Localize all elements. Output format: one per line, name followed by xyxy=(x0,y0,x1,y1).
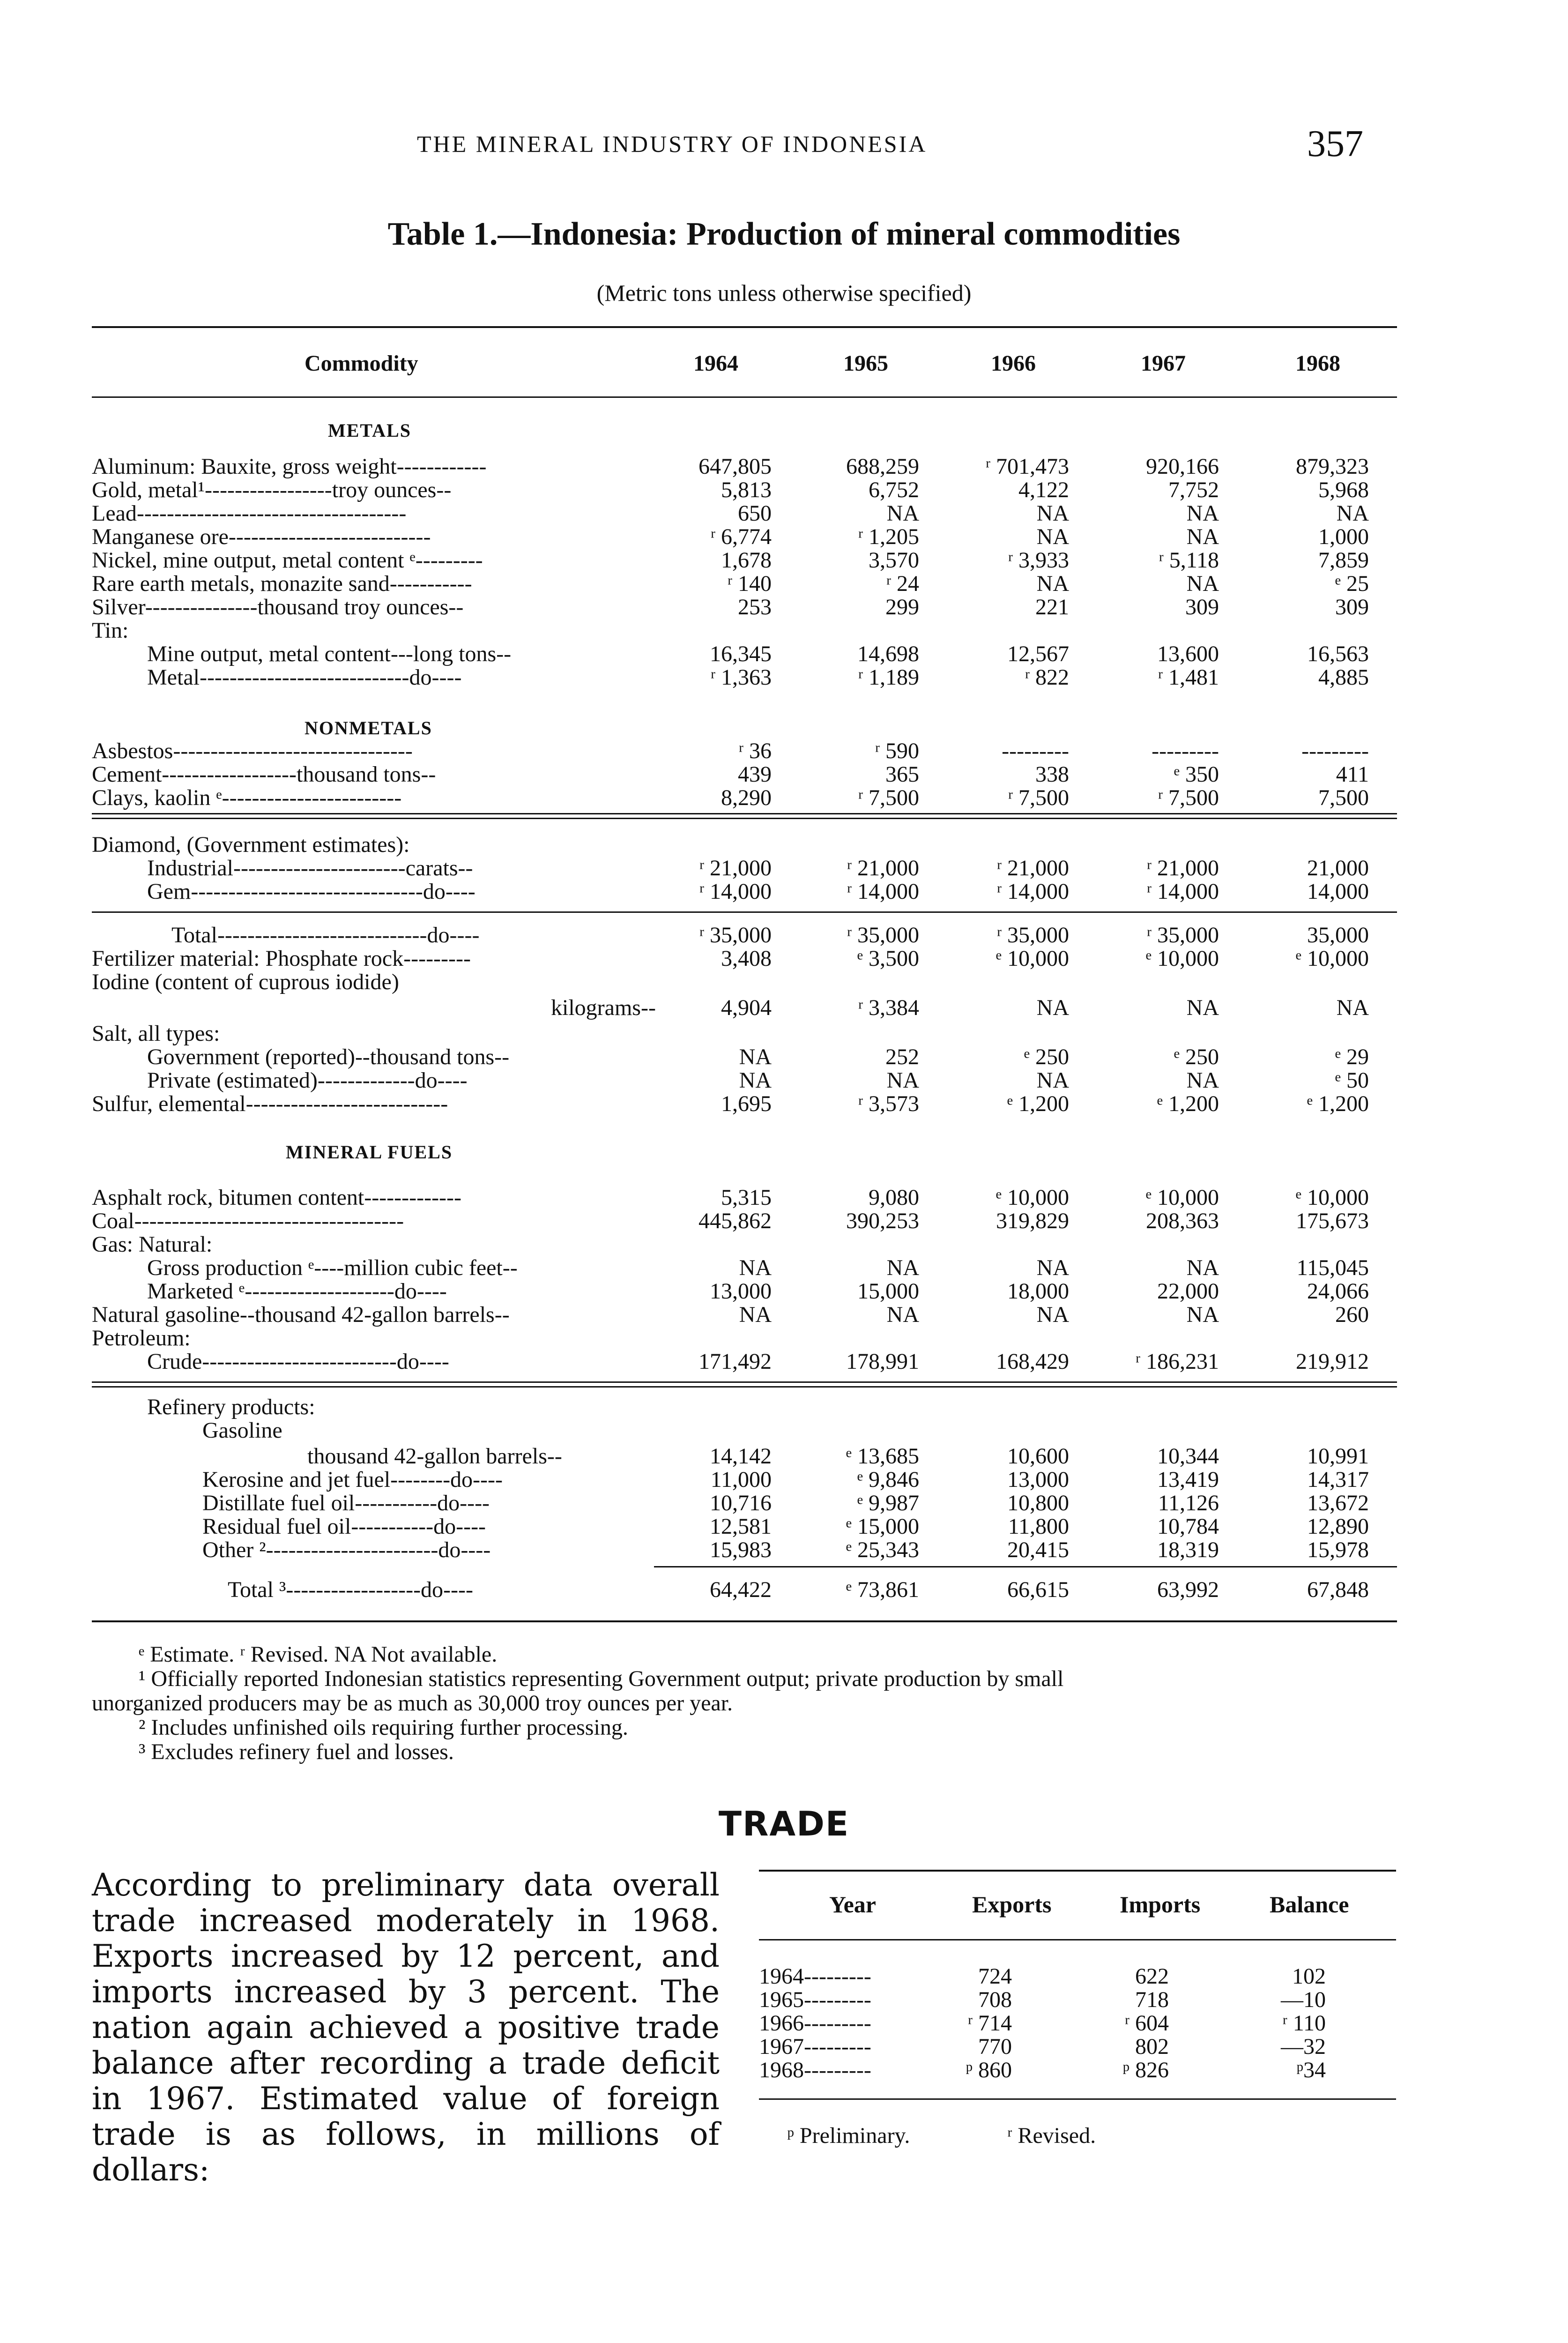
table-header-rule xyxy=(92,396,1397,398)
column-header-commodity: Commodity xyxy=(305,351,418,376)
table-row: Nickel, mine output, metal content ᵉ--------- 1,678 3,570 ʳ 3,933 ʳ 5,118 7,859 xyxy=(92,548,1369,573)
rule xyxy=(92,1386,1397,1388)
footnote-1-continued: unorganized producers may be as much as 30,000 troy ounces per year. xyxy=(92,1691,733,1716)
table-row: Industrial-----------------------carats-- ʳ 21,000 ʳ 21,000 ʳ 21,000 ʳ 21,000 21,000 xyxy=(147,856,1369,880)
table-row: 1966--------- ʳ 714 ʳ 604 ʳ 110 xyxy=(759,2011,1326,2036)
table-row: Aluminum: Bauxite, gross weight------------ 647,805 688,259 ʳ 701,473 920,166 879,323 xyxy=(92,454,1369,479)
table-row: Tin: xyxy=(92,618,129,643)
table-bottom-rule xyxy=(92,1620,1397,1622)
footnote-1: ¹ Officially reported Indonesian statistics representing Government output; private production by small xyxy=(139,1666,1064,1691)
table-row: Total----------------------------do---- ʳ 35,000 ʳ 35,000 ʳ 35,000 ʳ 35,000 35,000 xyxy=(171,923,1369,948)
rule xyxy=(92,818,1397,819)
table-row: Rare earth metals, monazite sand----------- ʳ 140 ʳ 24 NA NA ᵉ 25 xyxy=(92,571,1369,596)
table-row: Salt, all types: xyxy=(92,1021,220,1046)
trade-column-year: Year xyxy=(829,1891,876,1918)
trade-table-top-rule xyxy=(759,1870,1396,1872)
section-mineral-fuels: MINERAL FUELS xyxy=(286,1142,453,1163)
table-subtitle: (Metric tons unless otherwise specified) xyxy=(596,280,972,306)
table-row: Refinery products: xyxy=(147,1395,315,1419)
footnote-3: ³ Excludes refinery fuel and losses. xyxy=(139,1739,454,1764)
rule xyxy=(92,813,1397,814)
rule xyxy=(92,1381,1397,1383)
table-row: Gasoline xyxy=(202,1418,282,1443)
running-head: THE MINERAL INDUSTRY OF INDONESIA xyxy=(417,131,928,157)
footnote-2: ² Includes unfinished oils requiring further processing. xyxy=(139,1715,628,1740)
table-row: Petroleum: xyxy=(92,1326,191,1351)
table-row: Cement------------------thousand tons-- 439 365 338 ᵉ 350 411 xyxy=(92,762,1369,787)
table-row: thousand 42-gallon barrels-- 14,142 ᵉ 13,685 10,600 10,344 10,991 xyxy=(307,1444,1369,1469)
page-number: 357 xyxy=(1307,123,1363,164)
table-row: Distillate fuel oil-----------do---- 10,716 ᵉ 9,987 10,800 11,126 13,672 xyxy=(202,1491,1369,1515)
table-row: Government (reported)--thousand tons-- NA 252 ᵉ 250 ᵉ 250 ᵉ 29 xyxy=(147,1045,1369,1069)
table-row: Marketed ᵉ--------------------do---- 13,000 15,000 18,000 22,000 24,066 xyxy=(147,1279,1369,1304)
table-row: Gem-------------------------------do---- ʳ 14,000 ʳ 14,000 ʳ 14,000 ʳ 14,000 14,000 xyxy=(147,879,1369,904)
table-row: Manganese ore--------------------------- ʳ 6,774 ʳ 1,205 NA NA 1,000 xyxy=(92,524,1369,549)
trade-paragraph: According to preliminary data overall trade increased moderately in 1968. Exports increased by 12 percent, and imports increased by 3 percent. The nation again achieved a positive trade balance after recording a trade deficit in 1967. Estimated value of foreign trade is as follows, in millions of dollars: xyxy=(92,1867,720,2188)
table-row: Gross production ᵉ----million cubic feet-- NA NA NA NA 115,045 xyxy=(147,1255,1369,1280)
column-header-1964: 1964 xyxy=(693,351,738,376)
table-title: Table 1.—Indonesia: Production of mineral commodities xyxy=(387,216,1181,252)
column-header-1966: 1966 xyxy=(991,351,1036,376)
table-row: Private (estimated)-------------do---- NA NA NA NA ᵉ 50 xyxy=(147,1068,1369,1093)
trade-column-exports: Exports xyxy=(972,1891,1052,1918)
table-row: Other ²-----------------------do---- 15,983 ᵉ 25,343 20,415 18,319 15,978 xyxy=(202,1537,1369,1562)
table-row: kilograms-- 4,904 ʳ 3,384 NA NA NA xyxy=(551,995,1369,1020)
table-row: Silver---------------thousand troy ounces-- 253 299 221 309 309 xyxy=(92,595,1369,619)
column-header-1965: 1965 xyxy=(843,351,888,376)
table-row: Clays, kaolin ᵉ------------------------ 8,290 ʳ 7,500 ʳ 7,500 ʳ 7,500 7,500 xyxy=(92,785,1369,810)
table-row: Fertilizer material: Phosphate rock--------- 3,408 ᵉ 3,500 ᵉ 10,000 ᵉ 10,000 ᵉ 10,000 xyxy=(92,946,1369,971)
table-row: Iodine (content of cuprous iodide) xyxy=(92,970,399,994)
table-row: 1964--------- 724 622 102 xyxy=(759,1964,1326,1989)
trade-table-bottom-rule xyxy=(759,2098,1396,2100)
footnote-legend: ᵉ Estimate. ʳ Revised. NA Not available. xyxy=(139,1642,498,1667)
table-row: Asbestos-------------------------------- ʳ 36 ʳ 590 --------- --------- --------- xyxy=(92,739,1369,763)
table-row: Natural gasoline--thousand 42-gallon barrels-- NA NA NA NA 260 xyxy=(92,1302,1369,1327)
table-row: Sulfur, elemental--------------------------- 1,695 ʳ 3,573 ᵉ 1,200 ᵉ 1,200 ᵉ 1,200 xyxy=(92,1091,1369,1116)
table-row: 1967--------- 770 802 —32 xyxy=(759,2034,1326,2059)
column-header-1967: 1967 xyxy=(1141,351,1186,376)
trade-heading: TRADE xyxy=(718,1804,850,1843)
trade-table-header-rule xyxy=(759,1939,1396,1940)
rule xyxy=(654,1566,1397,1567)
table-row: Metal----------------------------do---- ʳ 1,363 ʳ 1,189 ʳ 822 ʳ 1,481 4,885 xyxy=(147,665,1369,690)
section-nonmetals: NONMETALS xyxy=(305,717,432,739)
table-row: Lead------------------------------------ 650 NA NA NA NA xyxy=(92,501,1369,526)
trade-column-balance: Balance xyxy=(1270,1891,1349,1918)
table-row: Kerosine and jet fuel--------do---- 11,000 ᵉ 9,846 13,000 13,419 14,317 xyxy=(202,1467,1369,1492)
table-row: Asphalt rock, bitumen content------------- 5,315 9,080 ᵉ 10,000 ᵉ 10,000 ᵉ 10,000 xyxy=(92,1185,1369,1210)
table-row: Residual fuel oil-----------do---- 12,581 ᵉ 15,000 11,800 10,784 12,890 xyxy=(202,1514,1369,1539)
table-top-rule xyxy=(92,326,1397,328)
table-row: 1968--------- ᵖ 860 ᵖ 826 ᵖ34 xyxy=(759,2058,1326,2082)
table-row: Mine output, metal content---long tons-- 16,345 14,698 12,567 13,600 16,563 xyxy=(147,642,1369,666)
table-row: Coal------------------------------------ 445,862 390,253 319,829 208,363 175,673 xyxy=(92,1209,1369,1233)
table-row: Crude--------------------------do---- 171,492 178,991 168,429 ʳ 186,231 219,912 xyxy=(147,1349,1369,1374)
table-row: Gas: Natural: xyxy=(92,1232,213,1257)
section-metals: METALS xyxy=(328,420,411,441)
trade-column-imports: Imports xyxy=(1120,1891,1201,1918)
table-row: Total ³------------------do---- 64,422 ᵉ 73,861 66,615 63,992 67,848 xyxy=(228,1577,1369,1602)
column-header-1968: 1968 xyxy=(1295,351,1340,376)
table-row: 1965--------- 708 718 —10 xyxy=(759,1987,1326,2012)
rule xyxy=(92,911,1397,913)
trade-footnote-preliminary: ᵖ Preliminary. xyxy=(787,2123,910,2148)
table-row: Gold, metal¹-----------------troy ounces-- 5,813 6,752 4,122 7,752 5,968 xyxy=(92,478,1369,502)
table-footnotes xyxy=(92,1642,1397,1764)
table-row: Diamond, (Government estimates): xyxy=(92,832,410,857)
trade-footnote-revised: ʳ Revised. xyxy=(1007,2123,1096,2148)
